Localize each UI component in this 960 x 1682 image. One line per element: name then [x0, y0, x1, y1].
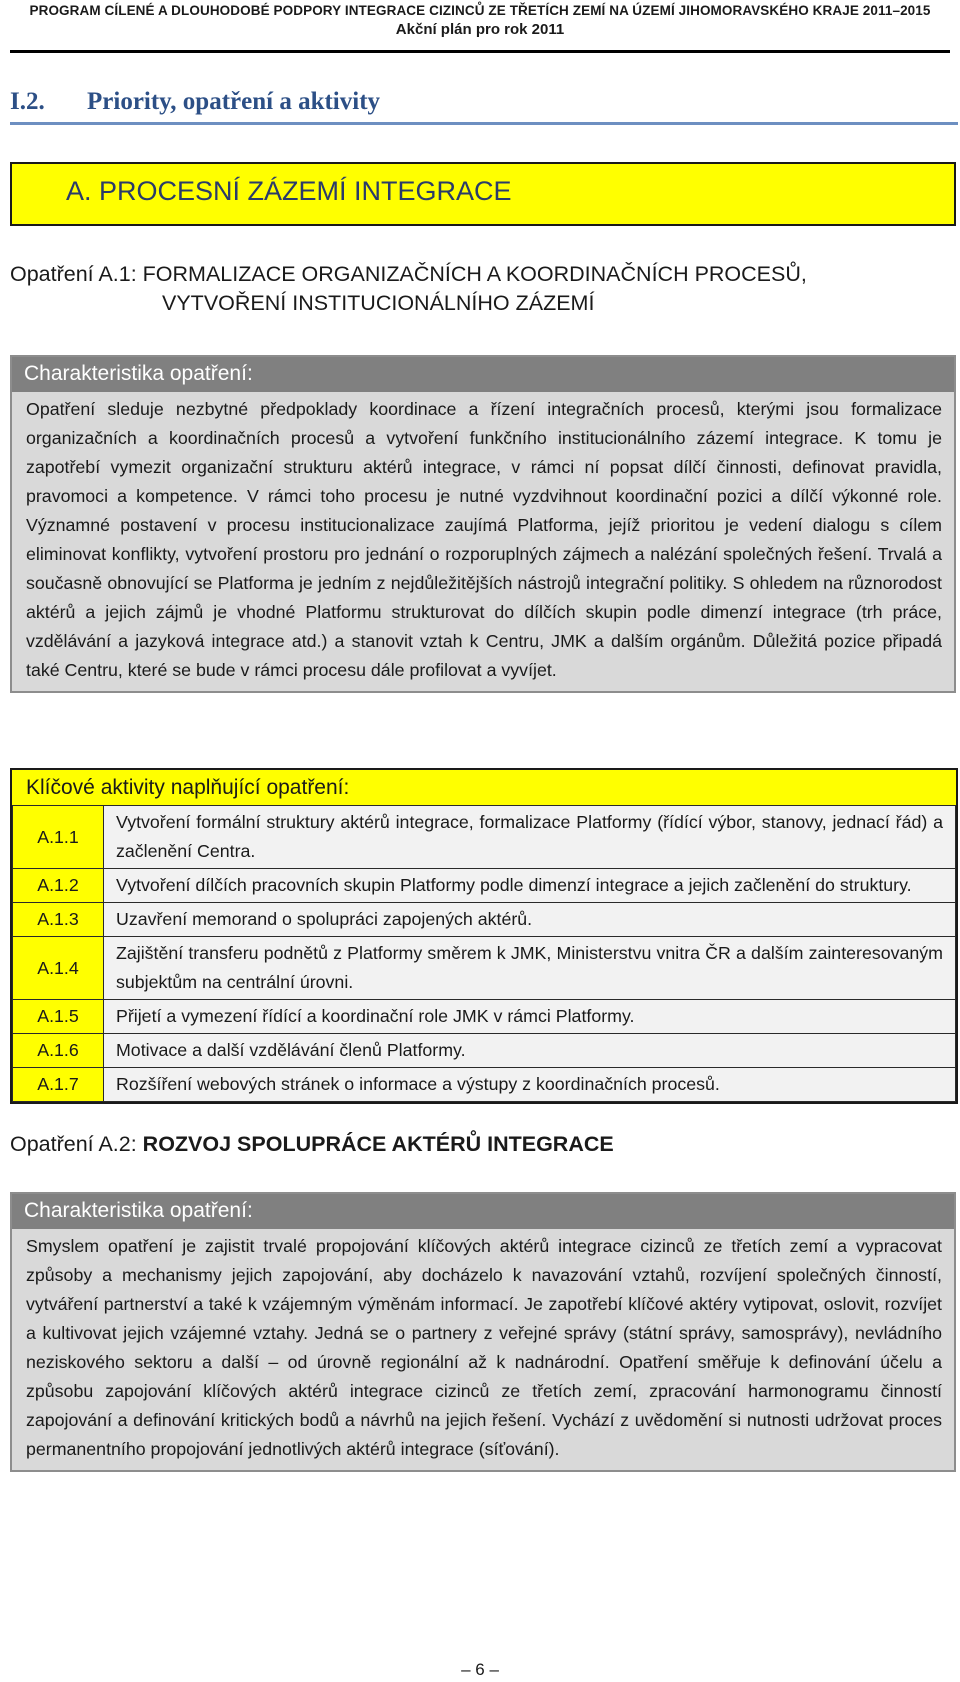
area-banner: [10, 162, 956, 226]
activity-row: [13, 1000, 956, 1034]
measure-a2-char-heading: Charakteristika opatření:: [12, 1194, 954, 1229]
area-label: A. PROCESNÍ ZÁZEMÍ INTEGRACE: [66, 176, 512, 206]
measure-a2-title-text: ROZVOJ SPOLUPRÁCE AKTÉRŮ INTEGRACE: [142, 1132, 614, 1156]
measure-a1-title-line2: VYTVOŘENÍ INSTITUCIONÁLNÍHO ZÁZEMÍ: [162, 291, 595, 315]
measure-a1-characteristics: [10, 355, 956, 693]
activity-text: Motivace a další vzdělávání členů Platformy.: [104, 1034, 956, 1068]
activity-text: Rozšíření webových stránek o informace a výstupy z koordinačních procesů.: [104, 1068, 956, 1102]
measure-a1-prefix: Opatření A.1:: [10, 262, 143, 286]
activity-row: [13, 937, 956, 1000]
header-program-title: PROGRAM CÍLENÉ A DLOUHODOBÉ PODPORY INTEGRACE CIZINCŮ ZE TŘETÍCH ZEMÍ NA ÚZEMÍ JIHOMORAVSKÉHO KRAJE 2011–2015: [29, 3, 931, 18]
measure-a1-title: [10, 262, 807, 316]
activity-row: [13, 1068, 956, 1102]
section-heading: [10, 88, 958, 125]
activity-text: Zajištění transferu podnětů z Platformy směrem k JMK, Ministerstvu vnitra ČR a dalším zainteresovaným subjektům na centrální úrovni.: [104, 937, 956, 1000]
activity-code: A.1.4: [13, 937, 104, 1000]
measure-a2-title: [10, 1132, 614, 1157]
running-header: [10, 0, 950, 53]
activity-code: A.1.6: [13, 1034, 104, 1068]
activity-row: [13, 903, 956, 937]
section-number: I.2.: [10, 88, 45, 115]
activity-row: [13, 1034, 956, 1068]
page-number: – 6 –: [461, 1660, 499, 1679]
measure-a1-title-line1: FORMALIZACE ORGANIZAČNÍCH A KOORDINAČNÍCH PROCESŮ,: [142, 262, 807, 286]
measure-a1-activities: [10, 768, 958, 1104]
activities-heading: Klíčové aktivity naplňující opatření:: [12, 770, 956, 805]
activity-row: [13, 869, 956, 903]
activity-text: Vytvoření dílčích pracovních skupin Platformy podle dimenzí integrace a jejich začlenění do struktury.: [104, 869, 956, 903]
activity-code: A.1.2: [13, 869, 104, 903]
measure-a2-prefix: Opatření A.2:: [10, 1132, 143, 1156]
activity-code: A.1.5: [13, 1000, 104, 1034]
measure-a2-char-text: Smyslem opatření je zajistit trvalé propojování klíčových aktérů integrace cizinců ze třetích zemí a vypracovat způsoby a mechanismy jejich zapojování, aby docházelo k navazování vztahů, rozvíjení společných činností, vytváření partnerství a také k vzájemným výměnám informací. Je zapotřebí klíčové aktéry vytipovat, oslovit, rozvíjet a kultivovat jejich vzájemné vztahy. Jedná se o partnery z veřejné správy (státní správy, samosprávy), nevládního neziskového sektoru a další – od úrovně regionální až k nadnárodní. Opatření směřuje k definování účelu a způsobu zapojování klíčových aktérů integrace cizinců ze třetích zemí, zpracování harmonogramu činností zapojování a definování kritických bodů a návrhů na jejich řešení. Vychází z uvědomění si nutnosti udržovat proces permanentního propojování jednotlivých aktérů integrace (síťování).: [26, 1236, 942, 1459]
activity-code: A.1.7: [13, 1068, 104, 1102]
activity-code: A.1.1: [13, 806, 104, 869]
section-title: Priority, opatření a aktivity: [87, 88, 381, 115]
header-plan-title: Akční plán pro rok 2011: [395, 21, 565, 38]
measure-a1-char-text: Opatření sleduje nezbytné předpoklady koordinace a řízení integračních procesů, kterými jsou formalizace organizačních a koordinačních procesů a vytvoření funkčního institucionálního zázemí integrace. K tomu je zapotřebí vymezit organizační strukturu aktérů integrace, v rámci ní popsat dílčí činnosti, definovat pravidla, pravomoci a kompetence. V rámci toho procesu je nutné vyzdvihnout koordinační pozici a dílčí výkonné role. Významné postavení v procesu institucionalizace zaujímá Platforma, jejíž prioritou je vedení dialogu s cílem eliminovat konflikty, vytvoření prostoru pro jednání o rozporuplných zájmech a nalézání společných řešení. Trvalá a současně obnovující se Platforma je jedním z nejdůležitějších nástrojů integrační politiky. S ohledem na různorodost aktérů a jejich zájmů je vhodné Platformu strukturovat do dílčích skupin podle dimenzí integrace (trh práce, vzdělávání a jazyková integrace atd.) a stanovit vztah k Centru, JMK a dalším orgánům. Důležitá pozice připadá také Centru, které se bude v rámci procesu dále profilovat a vyvíjet.: [26, 399, 942, 680]
activity-row: [13, 806, 956, 869]
activity-text: Vytvoření formální struktury aktérů integrace, formalizace Platformy (řídící výbor, stanovy, jednací řád) a začlenění Centra.: [104, 806, 956, 869]
activity-code: A.1.3: [13, 903, 104, 937]
activities-table: [12, 805, 956, 1102]
activity-text: Uzavření memorand o spolupráci zapojených aktérů.: [104, 903, 956, 937]
measure-a2-characteristics: [10, 1192, 956, 1472]
activity-text: Přijetí a vymezení řídící a koordinační role JMK v rámci Platformy.: [104, 1000, 956, 1034]
measure-a1-char-heading: Charakteristika opatření:: [12, 357, 954, 392]
